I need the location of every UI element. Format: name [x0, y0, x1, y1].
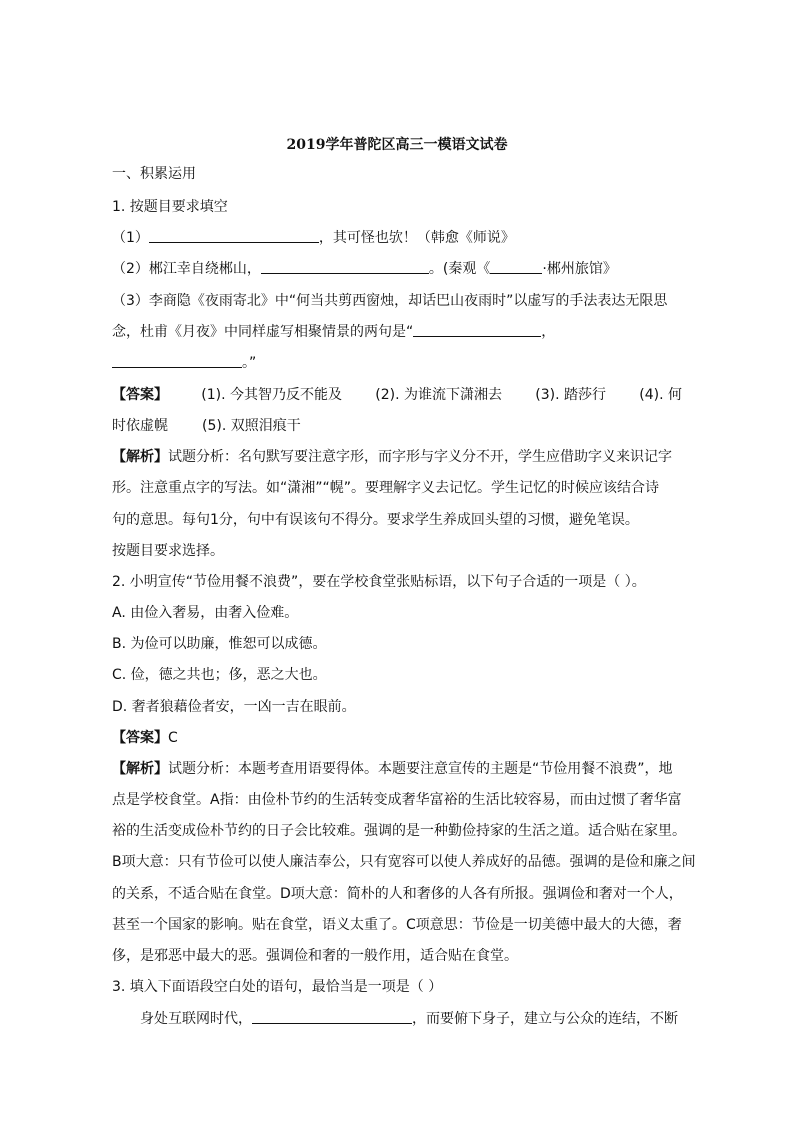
question-2-analysis-line-3: 裕的生活变成俭朴节约的日子会比较难。强调的是一种勤俭持家的生活之道。适合贴在家里。: [112, 823, 686, 839]
question-2-analysis-line-6: 甚至一个国家的影响。贴在食堂，语义太重了。C项意思：节俭是一切美德中最大的大德，奢: [112, 917, 682, 933]
question-3-stem: 3. 填入下面语段空白处的语句，最恰当是一项是（ ）: [112, 979, 443, 995]
answer-blank[interactable]: [261, 260, 429, 274]
question-1-item-3-line-3: 。”: [112, 354, 682, 372]
answer-item: (4). 何: [639, 387, 682, 403]
question-2-stem: 2. 小明宣传“节俭用餐不浪费”，要在学校食堂张贴标语，以下句子合适的一项是（ ）。: [112, 574, 646, 590]
question-1-item-1: （1） ，其可怪也欤！（韩愈《师说》: [112, 230, 515, 246]
answer-blank[interactable]: [490, 260, 542, 274]
question-3-passage: 身处互联网时代， ，而要俯下身子，建立与公众的连结，不断: [140, 1011, 678, 1027]
instruction-text: 按题目要求选择。: [112, 543, 224, 559]
answer-blank[interactable]: [112, 354, 242, 368]
question-2-analysis-line-5: 的关系，不适合贴在食堂。D项大意：简朴的人和奢侈的人各有所报。强调俭和奢对一个人，: [112, 886, 683, 902]
question-1-item-2: （2）郴江幸自绕郴山， 。(秦观《 ·郴州旅馆》: [112, 261, 617, 277]
question-2-option-c: C. 俭，德之共也；侈，恶之大也。: [112, 667, 327, 683]
question-1-analysis-line-3: 句的意思。每句1分，句中有误该句不得分。要求学生养成回头望的习惯，避免笔误。: [112, 512, 639, 528]
analysis-label: 【解析】: [112, 449, 168, 465]
question-2-analysis-line-7: 侈，是邪恶中最大的恶。强调俭和奢的一般作用，适合贴在食堂。: [112, 948, 518, 964]
question-2-analysis-line-1: 【解析】试题分析：本题考查用语要得体。本题要注意宣传的主题是“节俭用餐不浪费”，地: [112, 761, 673, 777]
question-2-option-d: D. 奢者狼藉俭者安，一凶一吉在眼前。: [112, 699, 356, 715]
analysis-label: 【解析】: [112, 761, 168, 777]
question-1-stem: 1. 按题目要求填空: [112, 199, 228, 215]
answer-item: (3). 踏莎行: [535, 387, 606, 403]
question-2-option-a: A. 由俭入奢易，由奢入俭难。: [112, 605, 299, 621]
answer-item: (2). 为谁流下潇湘去: [375, 387, 502, 403]
answer-item: (1). 今其智乃反不能及: [201, 387, 342, 403]
question-2-option-b: B. 为俭可以助廉，惟恕可以成德。: [112, 636, 327, 652]
answer-blank[interactable]: [252, 1010, 412, 1024]
question-1-analysis-line-1: 【解析】试题分析：名句默写要注意字形，而字形与字义分不开，学生应借助字义来识记字: [112, 449, 672, 465]
page-title: 2019学年普陀区高三一模语文试卷: [286, 137, 508, 153]
question-1-answer-continued: 时依虚幌 (5). 双照泪痕干: [112, 418, 301, 434]
question-2-answer: 【答案】C: [112, 730, 178, 746]
question-1-answer: [112, 386, 682, 404]
question-1-item-3-line-2: 念，杜甫《月夜》中同样虚写相聚情景的两句是“ ，: [112, 324, 556, 340]
answer-label: 【答案】: [112, 730, 168, 746]
question-1-item-3-line-1: （3）李商隐《夜雨寄北》中“何当共剪西窗烛，却话巴山夜雨时”以虚写的手法表达无限思: [112, 293, 668, 309]
question-2-analysis-line-2: 点是学校食堂。A指：由俭朴节约的生活转变成奢华富裕的生活比较容易，而由过惯了奢华富: [112, 792, 682, 808]
answer-blank[interactable]: [149, 229, 319, 243]
question-1-analysis-line-2: 形。注意重点字的写法。如“潇湘”“幌”。要理解字义去记忆。学生记忆的时候应该结合诗: [112, 480, 660, 496]
answer-blank[interactable]: [413, 323, 541, 337]
answer-label: 【答案】: [112, 387, 168, 403]
question-2-analysis-line-4: B项大意：只有节俭可以使人廉洁奉公，只有宽容可以使人养成好的品德。强调的是俭和廉之间: [112, 854, 696, 870]
section-heading: 一、积累运用: [112, 166, 196, 182]
